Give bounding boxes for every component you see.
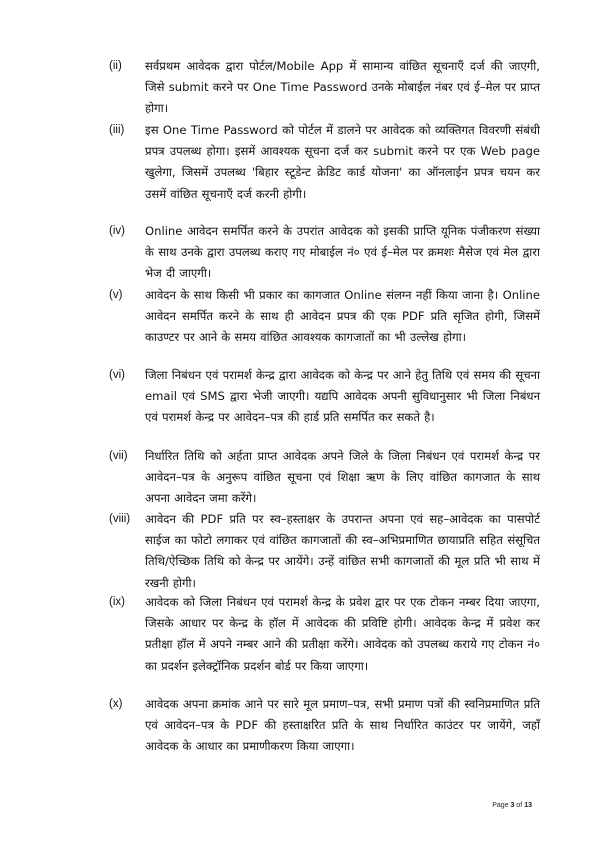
total-pages: 13 bbox=[524, 802, 532, 809]
item-number: (ix) bbox=[109, 596, 125, 608]
item-text: आवेदक अपना क्रमांक आने पर सारे मूल प्रमाण–पत्र, सभी प्रमाण पत्रों की स्वनिप्रमाणित प्रति एवं आवेदन–पत्र के PDF की हस्ताक्षरित प्रति के साथ निर्धारित काउंटर पर जायेंगे, जहाँ आवेदक के आधार का प्रमाणीकरण किया जाएगा। bbox=[145, 697, 540, 754]
item-text: आवेदक को जिला निबंधन एवं परामर्श केन्द्र के प्रवेश द्वार पर एक टोकन नम्बर दिया जाएगा, जिसके आधार पर केन्द्र के हॉल में आवेदक की प्रविष्टि होगी। आवेदक केन्द्र में प्रवेश कर प्रतीक्षा हॉल में अपने नम्बर आने की प्रतीक्षा करेंगे। आवेदक को उपलब्ध कराये गए टोकन नं० का प्रदर्शन इलेक्ट्रॉनिक प्रदर्शन बोर्ड पर किया जाएगा। bbox=[145, 595, 540, 673]
item-number: (iii) bbox=[109, 124, 125, 136]
current-page: 3 bbox=[510, 802, 515, 809]
page-label: Page bbox=[492, 802, 509, 809]
item-text: सर्वप्रथम आवेदक द्वारा पोर्टल/Mobile App में सामान्य वांछित सूचनाएँ दर्ज की जाएगी, जिसे submit करने पर One Time Password उनके मोबाईल नंबर एवं ई–मेल पर प्राप्त होगा। bbox=[145, 59, 540, 116]
item-text: जिला निबंधन एवं परामर्श केन्द्र द्वारा आवेदक को केन्द्र पर आने हेतु तिथि एवं समय की सूचना email एवं SMS द्वारा भेजी जाएगी। यद्यपि आवेदक अपनी सुविधानुसार भी जिला निबंधन एवं परामर्श केन्द्र पर आवेदन–पत्र की हार्ड प्रति समर्पित कर सकते है। bbox=[145, 368, 540, 425]
item-number: (vi) bbox=[109, 369, 125, 381]
item-text: इस One Time Password को पोर्टल में डालने पर आवेदक को व्यक्तिगत विवरणी संबंधी प्रपत्र उपलब्ध होगा। इसमें आवश्यक सूचना दर्ज कर submit करने पर एक Web page खुलेगा, जिसमें उपलब्ध 'बिहार स्टूडेन्ट क्रेडिट कार्ड योजना' का ऑनलाईन प्रपत्र चयन कर उसमें वांछित सूचनाएँ दर्ज करनी होगी। bbox=[145, 123, 540, 201]
item-number: (iv) bbox=[109, 225, 125, 237]
item-number: (ii) bbox=[109, 60, 122, 72]
item-text: Online आवेदन समर्पित करने के उपरांत आवेदक को इसकी प्राप्ति यूनिक पंजीकरण संख्या के साथ उनके द्वारा उपलब्ध कराए गए मोबाईल नं० एवं ई–मेल पर क्रमशः मैसेज एवं मेल द्वारा भेज दी जाएगी। bbox=[145, 224, 540, 281]
item-number: (x) bbox=[109, 698, 123, 710]
item-number: (vii) bbox=[109, 450, 128, 462]
item-number: (viii) bbox=[109, 513, 131, 525]
item-text: आवेदन के साथ किसी भी प्रकार का कागजात Online संलग्न नहीं किया जाना है। Online आवेदन समर्पित करने के साथ ही आवेदन प्रपत्र की एक PDF प्रति सृजित होगी, जिसमें काउण्टर पर आने के समय वांछित आवश्यक कागजातों का भी उल्लेख होगा। bbox=[145, 288, 540, 345]
item-number: (v) bbox=[109, 289, 123, 301]
page-number-footer bbox=[492, 802, 532, 809]
item-text: निर्धारित तिथि को अर्हता प्राप्त आवेदक अपने जिले के जिला निबंधन एवं परामर्श केन्द्र पर आवेदन–पत्र के अनुरूप वांछित सूचना एवं शिक्षा ऋण के लिए वांछित कागजात के साथ अपना आवेदन जमा करेंगे। bbox=[145, 449, 540, 506]
of-label: of bbox=[516, 802, 523, 809]
item-text: आवेदन की PDF प्रति पर स्व–हस्ताक्षर के उपरान्त अपना एवं सह–आवेदक का पासपोर्ट साईज का फोटो लगाकर एवं वांछित कागजातों की स्व–अभिप्रमाणित छायाप्रति सहित संसूचित तिथि/ऐच्छिक तिथि को केन्द्र पर आयेंगे। उन्हें वांछित सभी कागजातों की मूल प्रति भी साथ में रखनी होगी। bbox=[145, 512, 540, 590]
